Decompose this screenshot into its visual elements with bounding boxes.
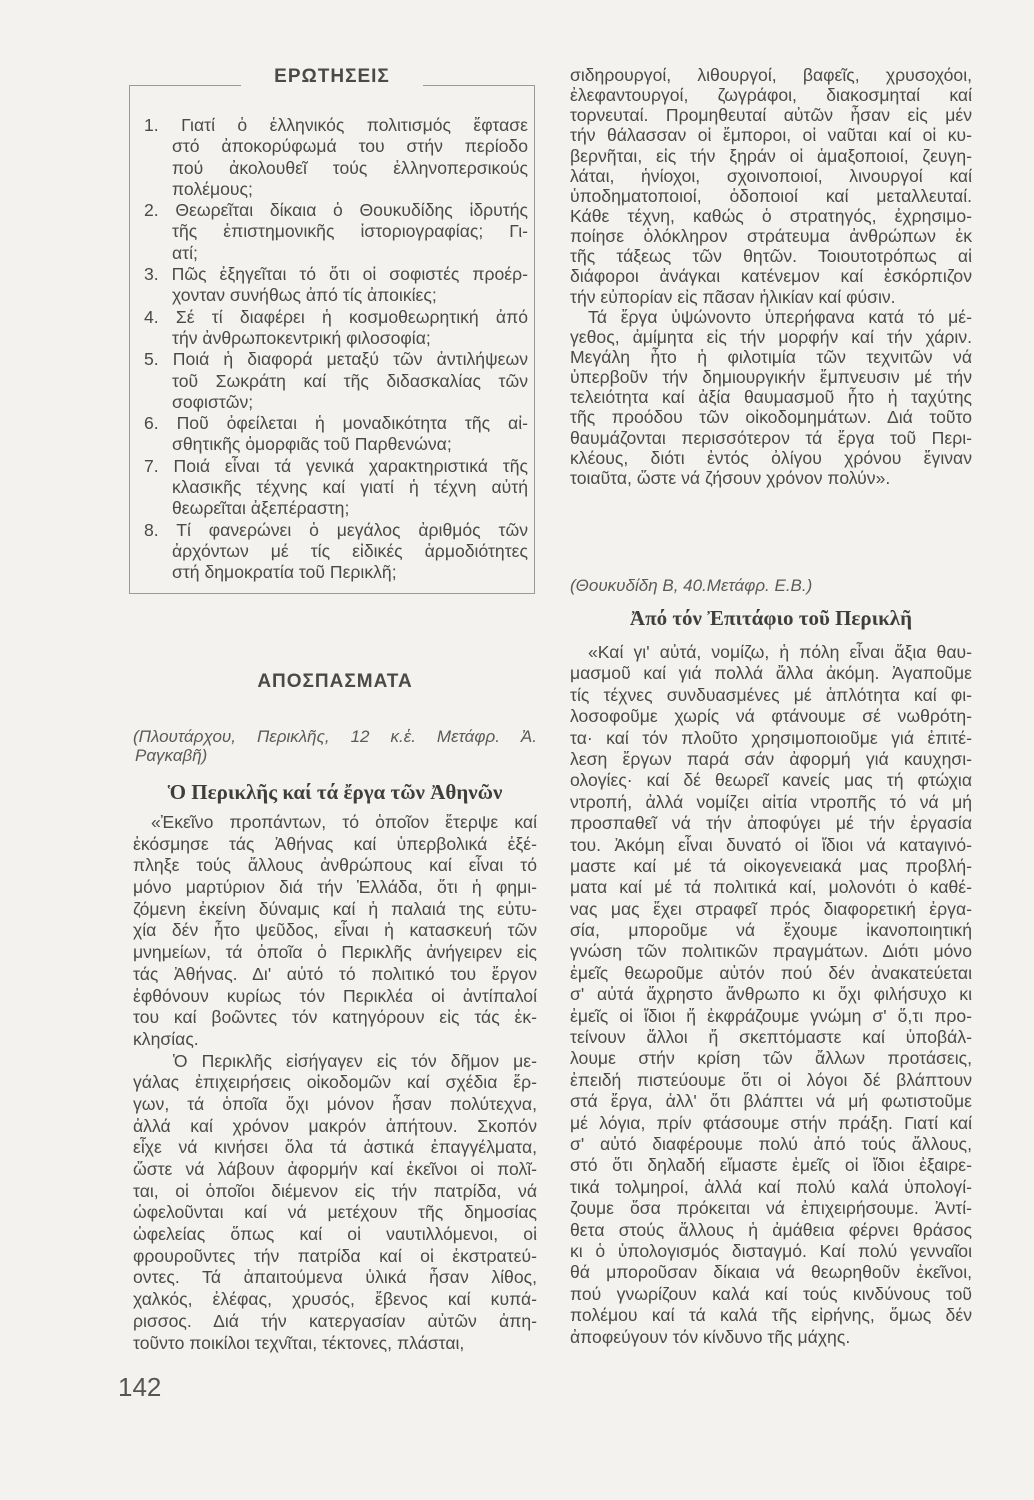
text-line: λάται, ἡνίοχοι, σχοινοποιοί, λινουργοί καί: [570, 165, 972, 186]
question-item: [144, 413, 528, 456]
text-line: τάς Ἀθήνας. Δι' αὐτό τό πολιτικό του ἔργον: [133, 963, 537, 984]
text-line: ἐμεῖς θεωροῦμε αὐτόν πού δέν ἀνακατεύεται: [570, 962, 972, 983]
text-line: ὥστε νά λάβουν ἀφορμήν καί ἐκεῖνοι οἱ πολῖ-: [133, 1159, 537, 1179]
text-line: κλέους, διότι ἐντός ὀλίγου χρόνου ἔγιναν: [570, 447, 972, 468]
text-line: χονταν συνήθως ἀπό τίς ἀποικίες;: [172, 285, 437, 306]
text-line: μνημείων, τά ὁποῖα ὁ Περικλῆς ἀνήγειρεν εἰς: [133, 942, 537, 963]
text-line: τῆς τάξεως τῶν θητῶν. Τοιουτοτρόπως αἱ: [570, 246, 972, 267]
text-line: κλησίας.: [133, 1028, 199, 1049]
excerpt-body: [133, 812, 537, 1354]
text-line: προσπαθεῖ νά τήν ἀποφύγει μέ τήν ἐργασία: [570, 813, 972, 834]
text-line: στά ἔργα, ἀλλ' ὅτι βλάπτει νά μή φωτιστοῦμε: [570, 1091, 972, 1112]
text-line: θαυμάζονται περισσότερον τά ἔργα τοῦ Περι-: [570, 427, 972, 448]
excerpt-body-continued: [570, 65, 972, 488]
questions-box-border: [129, 85, 241, 86]
text-line: χαλκός, ἐλέφας, χρυσός, ἔβενος καί κυπά-: [133, 1289, 537, 1310]
text-line: τορνευταί. Προμηθευταί αὐτῶν ἦσαν εἰς μέν: [570, 105, 972, 126]
text-line: τικά τολμηροί, ἀλλά καί πολύ καλά ὑπολογί-: [570, 1176, 972, 1197]
text-line: 3. Πῶς ἐξηγεῖται τό ὅτι οἱ σοφιστές προέρ-: [144, 264, 528, 285]
text-line: 1. Γιατί ὁ ἑλληνικός πολιτισμός ἔφτασε: [144, 115, 528, 135]
questions-box-border: [423, 85, 535, 86]
text-line: ρισσος. Διά τήν κατεργασίαν αὐτῶν ἀπη-: [133, 1310, 537, 1331]
text-line: γάλας ἐπιχειρήσεις οἰκοδομῶν καί σχέδια ἔρ-: [133, 1072, 537, 1093]
text-line: Κάθε τέχνη, καθώς ὁ στρατηγός, ἐχρησιμο-: [570, 205, 972, 226]
page-number: 142: [118, 1372, 162, 1402]
text-line: ὑποδηματοποιοί, ὁδοποιοί καί μεταλλευταί.: [570, 185, 972, 206]
text-line: μέ λόγια, πρίν φτάσουμε στήν πράξη. Γιατί καί: [570, 1112, 972, 1133]
text-line: πολέμου καί τά καλά τῆς εἰρήνης, ὅμως δέν: [570, 1305, 972, 1326]
text-line: «Ἐκεῖνο προπάντων, τό ὁποῖον ἔτερψε καί: [151, 812, 537, 832]
text-line: βερνῆται, εἰς τήν ξηράν οἱ ἁμαξοποιοί, ζευγη-: [570, 145, 972, 166]
text-line: διάφοροι ἀνάγκαι κατένεμον καί ἐσκόρπιζον: [570, 266, 972, 287]
epitaph-citation: (Θουκυδίδη Β, 40.Μετάφρ. Ε.Β.): [570, 576, 813, 595]
text-line: οντες. Τά ἀπαιτούμενα ὑλικά ἦσαν λίθος,: [133, 1267, 537, 1288]
text-line: σ' αὐτά ἄχρηστο ἄνθρωπο κι ὄχι φιλήσυχο κι: [570, 984, 972, 1005]
text-line: γεθος, ἀμίμητα εἰς τήν μορφήν καί τήν χάριν.: [570, 326, 972, 347]
text-line: σθητικῆς ὀμορφιᾶς τοῦ Παρθενώνα;: [172, 434, 452, 455]
text-line: ἐφθόνουν κυρίως τόν Περικλέα οἱ ἀντίπαλοί: [133, 985, 537, 1006]
question-item: [144, 520, 528, 584]
text-line: του. Ἀκόμη εἶναι δυνατό οἱ ἴδιοι νά καταγινό-: [570, 834, 972, 855]
text-line: χία δέν ἦτο ψεῦδος, εἶναι ἡ κατασκευή τῶν: [133, 920, 537, 941]
text-line: νας μας ἔχει στραφεῖ πρός διαφορετική ἐργα-: [570, 898, 972, 919]
text-line: ἐκόσμησε τάς Ἀθήνας καί ὑπερβολικά ἐξέ-: [133, 833, 537, 854]
text-line: ὠφελείας ὅπως καί οἱ ναυτιλλόμενοι, οἱ: [133, 1224, 537, 1245]
excerpts-title: ΑΠΟΣΠΑΣΜΑΤΑ: [257, 671, 413, 692]
text-line: εἶχε νά κινήσει ὅλα τά ἀστικά ἐπαγγέλματα,: [133, 1137, 537, 1158]
question-item: [144, 349, 528, 413]
text-line: θά μποροῦσαν δίκαια νά θεωρηθοῦν ἐκεῖνοι,: [570, 1262, 972, 1283]
text-line: ἀλλά καί χρόνον μακρόν ἀπήτουν. Σκοπόν: [133, 1115, 537, 1136]
text-line: του καί βοῶντες τόν κατηγόρουν εἰς τάς ἐκ-: [133, 1007, 537, 1028]
epitaph-heading: Ἀπό τόν Ἐπιτάφιο τοῦ Περικλῆ: [629, 606, 913, 630]
paragraph: [133, 1051, 537, 1355]
excerpt-citation-line: Ραγκαβῆ): [135, 746, 208, 765]
text-line: 7. Ποιά εἶναι τά γενικά χαρακτηριστικά τῆς: [144, 455, 528, 476]
text-line: τοῦντο ποικίλοι τεχνῖται, τέκτονες, πλάσται,: [133, 1332, 465, 1353]
text-line: σιδηρουργοί, λιθουργοί, βαφεῖς, χρυσοχόοι,: [570, 65, 972, 85]
text-line: ἀρχόντων μέ τίς εἰδικές ἁρμοδιότητες: [172, 540, 528, 561]
text-line: Μεγάλη ἦτο ἡ φιλοτιμία τῶν τεχνιτῶν νά: [570, 346, 972, 367]
text-line: κλασικῆς τέχνης καί γιατί ἡ τέχνη αὐτή: [172, 477, 528, 498]
text-line: τοιαῦτα, ὥστε νά ζήσουν χρόνον πολύν».: [570, 467, 891, 488]
text-line: τοῦ Σωκράτη καί τῆς διδασκαλίας τῶν: [172, 370, 528, 391]
text-line: Τά ἔργα ὑψώνοντο ὑπερήφανα κατά τό μέ-: [588, 306, 972, 327]
paragraph: [570, 642, 972, 1348]
text-line: ολογίες· καί δέ θεωρεῖ κανείς μας τή φτώχια: [570, 770, 972, 791]
questions-title: ΕΡΩΤΗΣΕΙΣ: [274, 66, 390, 87]
text-line: 6. Ποῦ ὀφείλεται ἡ μοναδικότητα τῆς αἰ-: [144, 413, 528, 434]
text-line: κι ὁ ὑπολογισμός δισταγμό. Καί πολύ γενναῖοι: [570, 1240, 972, 1261]
text-line: Ὁ Περικλῆς εἰσήγαγεν εἰς τόν δῆμον με-: [173, 1050, 537, 1071]
text-line: λουμε στήν κρίση τῶν ἄλλων προτάσεις,: [570, 1048, 972, 1069]
text-line: ζόμενη ἐκείνη δύναμις καί ἡ παλαιά της εὐτυ-: [133, 898, 537, 919]
text-line: γνώση τῶν πολιτικῶν πραγμάτων. Διότι μόνο: [570, 941, 972, 962]
text-line: ἐλεφαντουργοί, ζωγράφοι, διακοσμηταί καί: [570, 85, 972, 106]
text-line: σοφιστῶν;: [172, 391, 254, 412]
text-line: σ' αὐτό διαφέρουμε πολύ ἀπό τούς ἄλλους,: [570, 1133, 972, 1154]
text-line: θετα στούς ἄλλους ἡ ἀμάθεια φέρνει θράσος: [570, 1219, 972, 1240]
text-line: πού γνωρίζουν καλά καί τούς κινδύνους τοῦ: [570, 1283, 972, 1304]
text-line: ζουμε ὅσα πρόκειται νά ἐπιχειρήσουμε. Ἀντί-: [570, 1198, 972, 1219]
paragraph: [570, 307, 972, 488]
questions-list: [144, 115, 528, 584]
text-line: ματα καί μέ τά πολιτικά καί, μολονότι ὁ καθέ-: [570, 877, 972, 898]
text-line: λοσοφοῦμε χωρίς νά φτάνουμε σέ νωθρότη-: [570, 706, 972, 727]
text-line: φρουροῦντες τήν πατρίδα καί οἱ ἐκστρατεύ-: [133, 1245, 537, 1266]
text-line: τήν εὐπορίαν εἰς πᾶσαν ἡλικίαν καί φύσιν.: [570, 286, 896, 307]
text-line: μόνο μαρτύριον διά τήν Ἑλλάδα, ὅτι ἡ φημι-: [133, 877, 537, 898]
text-line: στή δημοκρατία τοῦ Περικλῆ;: [172, 562, 397, 583]
text-line: τείνουν ἄλλοι ἤ σκεπτόμαστε καί ὑποβάλ-: [570, 1027, 972, 1048]
text-line: τῆς ἐπιστημονικῆς ἱστοριογραφίας; Γι-: [172, 221, 528, 242]
text-line: στό ἀποκορύφωμά του στήν περίοδο: [172, 136, 528, 157]
text-line: ὠφελοῦνται καί νά μετέχουν τῆς δημοσίας: [133, 1202, 537, 1223]
text-line: ἐπειδή πιστεύουμε ὅτι οἱ λόγοι δέ βλάπτουν: [570, 1069, 972, 1090]
excerpt-citation-line: (Πλουτάρχου, Περικλῆς, 12 κ.ἑ. Μετάφρ. Ἀ.: [133, 727, 537, 746]
text-line: μαστε καί μέ τά οἰκογενειακά μας προβλή-: [570, 855, 972, 876]
question-item: [144, 456, 528, 520]
question-item: [144, 115, 528, 200]
text-line: μασμοῦ καί γιά πολλά ἄλλα ἀκόμη. Ἀγαποῦμε: [570, 663, 972, 684]
text-line: σία, μποροῦμε νά ἔχουμε ἱκανοποιητική: [570, 920, 972, 941]
paragraph: [133, 812, 537, 1051]
text-line: ἐμεῖς οἱ ἴδιοι ἤ ἐκφράζουμε γνώμη σ' ὅ,τι προ-: [570, 1005, 972, 1026]
question-item: [144, 264, 528, 307]
text-line: τελειότητα καί ἀξία θαυμασμοῦ ἦτο ἡ ταχύτης: [570, 387, 972, 408]
text-line: θεωρεῖται ἀξεπέραστη;: [172, 498, 350, 519]
text-line: 4. Σέ τί διαφέρει ἡ κοσμοθεωρητική ἀπό: [144, 306, 528, 327]
text-line: πολέμους;: [172, 178, 253, 199]
text-line: «Καί γι' αὐτά, νομίζω, ἡ πόλη εἶναι ἄξια θαυ-: [588, 642, 972, 662]
text-line: τίς τέχνες συνδυασμένες μέ ἁπλότητα καί φι-: [570, 684, 972, 705]
text-line: ἀποφεύγουν τόν κίνδυνο τῆς μάχης.: [570, 1326, 851, 1347]
text-line: ται, οἱ ὁποῖοι διέμενον εἰς τήν πατρίδα, νά: [133, 1180, 537, 1201]
text-line: πού ἀκολουθεῖ τούς ἑλληνοπερσικούς: [172, 157, 528, 178]
epitaph-body: [570, 642, 972, 1348]
text-line: 5. Ποιά ἡ διαφορά μεταξύ τῶν ἀντιλήψεων: [144, 349, 528, 370]
text-line: γων, τά ὁποῖα ὄχι μόνον ἦσαν πολύτεχνα,: [133, 1093, 537, 1114]
text-line: ατί;: [172, 242, 198, 263]
text-line: ὑπερβοῦν τήν δημιουργικήν ἔμπνευσιν μέ τήν: [570, 367, 972, 388]
text-line: ποίησε ὁλόκληρον στράτευμα ἀνθρώπων ἐκ: [570, 226, 972, 247]
question-item: [144, 307, 528, 350]
text-line: τα· καί τόν πλοῦτο χρησιμοποιοῦμε γιά ἐπιτέ-: [570, 727, 972, 748]
text-line: 8. Τί φανερώνει ὁ μεγάλος ἀριθμός τῶν: [144, 519, 528, 540]
text-line: τήν θάλασσαν οἱ ἔμποροι, οἱ ναῦται καί οἱ κυ-: [570, 125, 972, 146]
text-line: τήν ἀνθρωποκεντρική φιλοσοφία;: [172, 327, 431, 348]
text-line: πληξε τούς ἄλλους ἀνθρώπους καί εἶναι τό: [133, 855, 537, 876]
text-line: 2. Θεωρεῖται δίκαια ὁ Θουκυδίδης ἱδρυτής: [144, 200, 528, 221]
text-line: ντροπή, ἀλλά νομίζει αἰτία ντροπῆς τό νά μή: [570, 791, 972, 812]
paragraph: [570, 65, 972, 307]
text-line: στό ὅτι δηλαδή εἴμαστε ἐμεῖς οἱ ἴδιοι ἐξαιρε-: [570, 1155, 972, 1176]
excerpt-heading: Ὁ Περικλῆς καί τά ἔργα τῶν Ἀθηνῶν: [167, 780, 503, 804]
text-line: λεση ἔργων παρά σάν ἀφορμή γιά καυχησι-: [570, 748, 972, 769]
question-item: [144, 200, 528, 264]
text-line: τῆς προόδου τῶν οἰκοδομημάτων. Διά τοῦτο: [570, 407, 972, 428]
